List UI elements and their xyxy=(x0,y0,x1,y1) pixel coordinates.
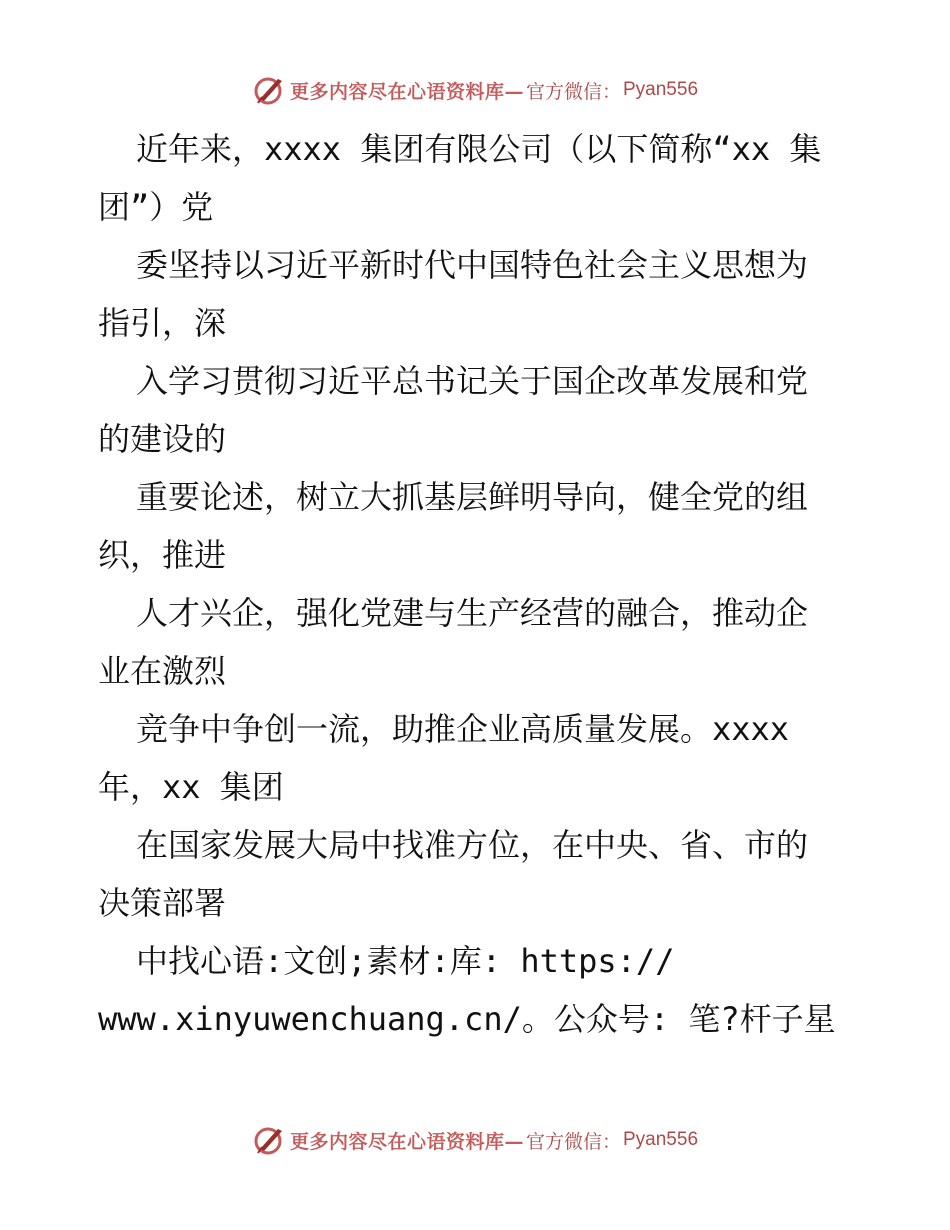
document-body xyxy=(98,120,858,1048)
footer-banner xyxy=(0,1120,950,1160)
header-wechat-label: 官方微信： xyxy=(525,80,621,103)
footer-wechat-id: Pyan556 xyxy=(623,1129,699,1150)
body-line-9: 人才兴企，强化党建与生产经营的融合，推动企 xyxy=(136,594,809,632)
body-line-12: 年，xx 集团 xyxy=(98,768,284,806)
footer-wechat-label: 官方微信： xyxy=(525,1130,621,1153)
quill-logo-icon xyxy=(252,73,286,107)
body-line-4: 指引，深 xyxy=(98,304,227,342)
body-line-15: 中找心语:文创;素材:库: https:// xyxy=(136,942,675,980)
header-banner xyxy=(0,70,950,110)
body-line-2: 团”）党 xyxy=(98,188,214,226)
body-line-13: 在国家发展大局中找准方位，在中央、省、市的 xyxy=(136,826,809,864)
body-line-7: 重要论述，树立大抓基层鲜明导向，健全党的组 xyxy=(136,478,809,516)
header-wechat-id: Pyan556 xyxy=(623,79,699,100)
body-line-11: 竞争中争创一流，助推企业高质量发展。xxxx xyxy=(136,710,790,748)
body-line-8: 织，推进 xyxy=(98,536,227,574)
header-banner-text: 更多内容尽在心语资料库— xyxy=(289,80,524,103)
body-line-3: 委坚持以习近平新时代中国特色社会主义思想为 xyxy=(136,246,809,284)
body-line-14: 决策部署 xyxy=(98,884,227,922)
quill-logo-icon xyxy=(252,1123,286,1157)
body-line-1: 近年来，xxxx 集团有限公司（以下简称“xx 集 xyxy=(136,130,822,168)
body-line-5: 入学习贯彻习近平总书记关于国企改革发展和党 xyxy=(136,362,809,400)
body-line-10: 业在激烈 xyxy=(98,652,227,690)
body-line-6: 的建设的 xyxy=(98,420,227,458)
footer-banner-text: 更多内容尽在心语资料库— xyxy=(289,1130,524,1153)
body-line-16: www.xinyuwenchuang.cn/。公众号: 笔?杆子星 xyxy=(98,1000,836,1038)
